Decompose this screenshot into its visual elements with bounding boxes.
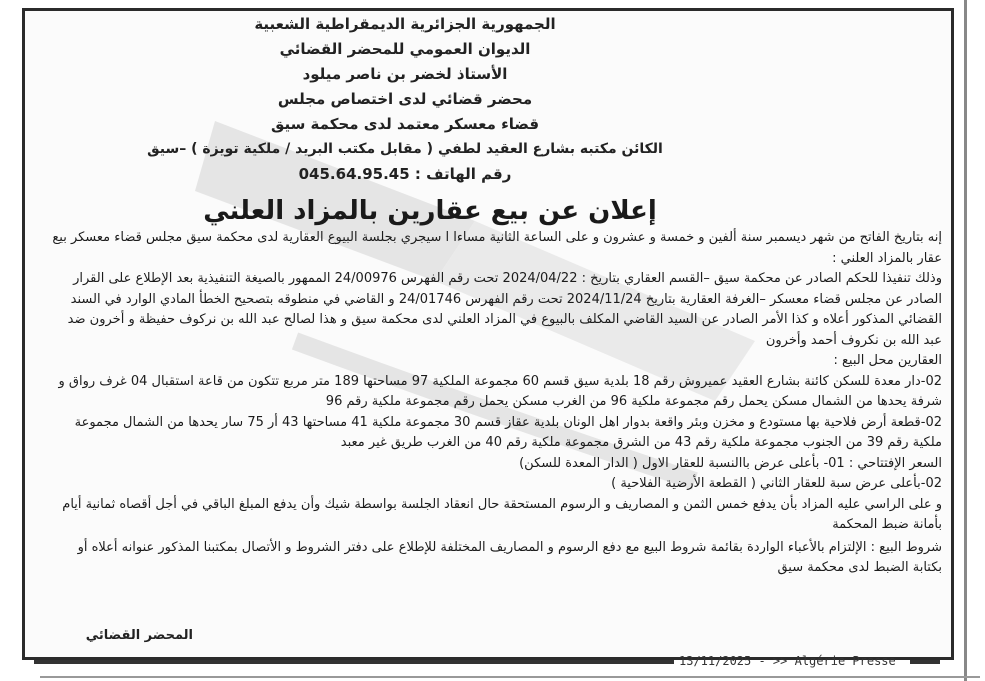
footer-bar [34,651,940,671]
opening-price-2: 02-بأعلى عرض سبة للعقار الثاني ( القطعة الأرضية الفلاحية ) [611,476,942,491]
opening-price-1: السعر الإفتتاحي : 01- بأعلى عرض باالنسبة للعقار الاول ( الدار المعدة للسكن) [519,455,942,471]
property-2-paragraph: 02-قطعة أرض فلاحية بها مستودع و مخزن وبئر واقعة بدوار اهل الونان بلدية عقاز قسم 30 مجموعة ملكية 41 مساحتها 43 أر 75 سار يحدها من الشمال مجموعة ملكية رقم 39 من الجنوب مجموعة ملكية رقم 43 من الشرق مجموعة ملكية رقم 40 من الغرب طريق غير معبد [74,414,942,450]
header-office: الديوان العمومي للمحضر القضائي [279,40,531,58]
footer-rule-left [34,660,674,664]
header-bailiff-name: الأستاذ لخضر بن ناصر ميلود [302,65,508,83]
right-edge-line [964,0,967,681]
conditions-paragraph: شروط البيع : الإلتزام بالأعباء الواردة بقائمة شروط البيع مع دفع الرسوم و المصاريف المختلفة للإطلاع على دفتر الشروط و الأتصال بمكتبنا المذكور عنوانه أعلاه أو بكتابة الضبط لدى محكمة سيق [77,539,942,575]
footer-rule-right [910,660,940,664]
header-court: قضاء معسكر معتمد لدى محكمة سيق [270,115,540,133]
payment-paragraph: و على الراسي عليه المزاد بأن يدفع خمس الثمن و المصاريف و الرسوم المستحقة حال انعقاد الجلسة بواسطة شيك وأن يدفع المبلغ الباقي في أجل أقصاه ثمانية أيام بأمانة ضبط المحكمة [62,496,942,532]
execution-paragraph: وذلك تنفيذا للحكم الصادر عن محكمة سيق –القسم العقاري بتاريخ : 2024/04/22 تحت رقم الفهرس 24/00976 الممهور بالصيغة التنفيذية بعد الإطلاع على القرار الصادر عن مجلس قضاء معسكر –الغرفة العقارية بتاريخ 2024/11/24 تحت رقم الفهرس 24/01746 و القاضي في منطوقه بتصحيح الخطأ المادي الوارد في السند القضائي المذكور أعلاه و كذا الأمر الصادر عن السيد القاضي المكلف بالبيوع في المزاد العلني لدى محكمة سيق و هذا لصالح عبد الله بن نركوف حفيظة و أخرون ضد عبد الله بن نكروف أحمد وأخرون [67,271,942,348]
header-phone: رقم الهاتف : 045.64.95.45 [298,165,512,183]
header-republic: الجمهورية الجزائرية الديمقراطية الشعبية [254,15,556,33]
footer-caption: 13/11/2025 - >> Algérie Presse [679,654,896,668]
letterhead [125,12,685,187]
notice-title: إعلان عن بيع عقارين بالمزاد العلني [203,196,657,226]
property-1-paragraph: 02-دار معدة للسكن كائنة بشارع العقيد عميروش رقم 18 بلدية سيق قسم 60 مجموعة الملكية 97 مساحتها 189 متر مربع تتكون من قاعة استقبال 04 غرف رواق و شرفة يحدها من الشمال مسكن يحمل رقم مجموعة ملكية 96 من الغرب مسكن يحمل رقم مجموعة ملكية رقم 96 [58,373,942,409]
property-heading: العقارين محل البيع : [833,353,942,368]
header-address: الكائن مكتبه بشارع العقيد لطفي ( مقابل مكتب البريد / ملكية تويزة ) –سيق [147,141,663,157]
bottom-edge-line [40,676,980,678]
header-jurisdiction: محضر قضائي لدى اختصاص مجلس [277,90,533,108]
intro-paragraph: إنه بتاريخ الفاتح من شهر ديسمبر سنة ألفين و خمسة و عشرون و على الساعة الثانية مساءا ا سيجري بجلسة البيوع العقارية لدى محكمة سيق مجلس قضاء معسكر بيع عقار بالمزاد العلني : [52,230,942,266]
signature-label: المحضر القضائي [85,628,193,643]
notice-body [48,228,942,579]
